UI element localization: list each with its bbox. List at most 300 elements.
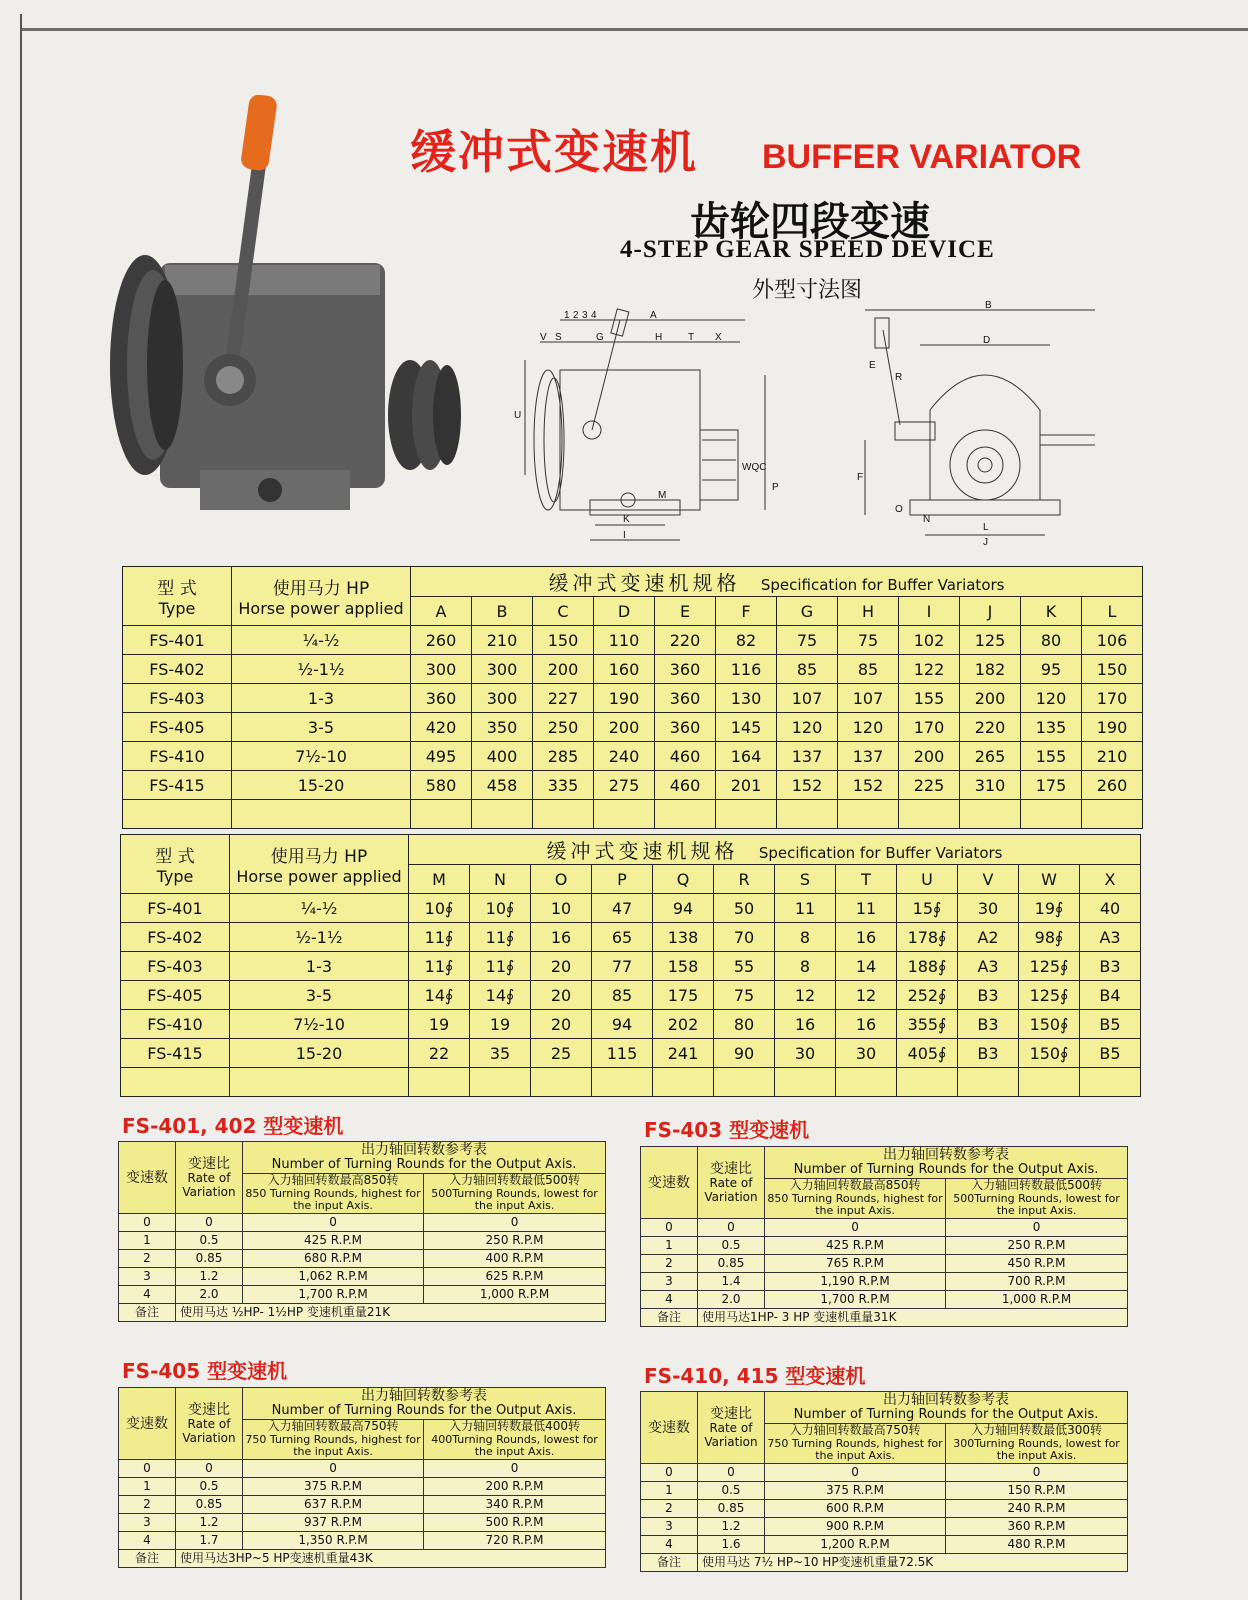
low-rpm-cell: 1,000 R.P.M xyxy=(946,1291,1128,1309)
value-cell: B5 xyxy=(1080,1010,1141,1039)
value-cell: 252∮ xyxy=(897,981,958,1010)
svg-text:K: K xyxy=(623,514,630,525)
svg-text:2: 2 xyxy=(573,310,579,321)
left-rule xyxy=(20,14,22,1600)
ref-title-fs403: FS-403 型变速机 xyxy=(644,1118,810,1142)
subtitle-english: 4-STEP GEAR SPEED DEVICE xyxy=(620,236,995,263)
svg-text:U: U xyxy=(514,410,522,421)
value-cell: 137 xyxy=(838,742,899,771)
speed-count-header: 变速数 xyxy=(641,1147,698,1219)
rate-cell: 2.0 xyxy=(176,1286,243,1304)
value-cell: 300 xyxy=(472,684,533,713)
value-cell: 107 xyxy=(777,684,838,713)
value-cell: 158 xyxy=(653,952,714,981)
type-cell: FS-403 xyxy=(123,684,232,713)
type-header: 型 式 Type xyxy=(123,567,232,626)
value-cell: 300 xyxy=(472,655,533,684)
value-cell: 155 xyxy=(899,684,960,713)
svg-text:A: A xyxy=(650,310,657,321)
type-cell: FS-410 xyxy=(121,1010,230,1039)
value-cell: 102 xyxy=(899,626,960,655)
value-cell: 460 xyxy=(655,742,716,771)
input-highest-header xyxy=(765,1424,946,1464)
low-rpm-cell: 340 R.P.M xyxy=(424,1496,606,1514)
low-rpm-cell: 500 R.P.M xyxy=(424,1514,606,1532)
value-cell: 85 xyxy=(838,655,899,684)
table-row xyxy=(123,742,1143,771)
input-high-cn: 入力轴回转数最高750转 xyxy=(789,1423,921,1438)
table-row xyxy=(121,894,1141,923)
svg-text:V: V xyxy=(540,332,547,343)
value-cell: 130 xyxy=(716,684,777,713)
note-row xyxy=(641,1554,1128,1572)
column-header-j: J xyxy=(960,597,1021,626)
input-low-cn: 入力轴回转数最低300转 xyxy=(971,1423,1102,1438)
value-cell: 15∮ xyxy=(897,894,958,923)
empty-cell xyxy=(653,1068,714,1097)
value-cell: 106 xyxy=(1082,626,1143,655)
svg-text:3: 3 xyxy=(582,310,588,321)
value-cell: 210 xyxy=(472,626,533,655)
empty-cell xyxy=(230,1068,409,1097)
value-cell: 47 xyxy=(592,894,653,923)
svg-text:WQC: WQC xyxy=(742,462,767,473)
low-rpm-cell: 400 R.P.M xyxy=(424,1250,606,1268)
high-rpm-cell: 0 xyxy=(243,1214,424,1232)
speed-cell: 2 xyxy=(641,1255,698,1273)
value-cell: 190 xyxy=(1082,713,1143,742)
value-cell: 175 xyxy=(1021,771,1082,800)
svg-text:H: H xyxy=(655,332,663,343)
horsepower-cell: 1-3 xyxy=(232,684,411,713)
column-header-x: X xyxy=(1080,865,1141,894)
rate-cell: 1.2 xyxy=(698,1518,765,1536)
output-axis-header xyxy=(243,1388,606,1420)
high-rpm-cell: 425 R.P.M xyxy=(765,1237,946,1255)
type-cell: FS-405 xyxy=(121,981,230,1010)
dimension-drawing-label: 外型寸法图 xyxy=(752,278,863,303)
speed-cell: 2 xyxy=(641,1500,698,1518)
empty-cell xyxy=(232,800,411,829)
speed-cell: 4 xyxy=(119,1532,176,1550)
low-rpm-cell: 720 R.P.M xyxy=(424,1532,606,1550)
empty-cell xyxy=(899,800,960,829)
value-cell: 155 xyxy=(1021,742,1082,771)
value-cell: 164 xyxy=(716,742,777,771)
value-cell: 50 xyxy=(714,894,775,923)
empty-row xyxy=(121,1068,1141,1097)
speed-cell: 1 xyxy=(641,1237,698,1255)
value-cell: 75 xyxy=(714,981,775,1010)
value-cell: 225 xyxy=(899,771,960,800)
product-photo xyxy=(105,95,465,525)
empty-cell xyxy=(1082,800,1143,829)
note-label: 备注 xyxy=(119,1550,176,1568)
low-rpm-cell: 480 R.P.M xyxy=(946,1536,1128,1554)
rate-cell: 0.5 xyxy=(176,1232,243,1250)
type-cell: FS-402 xyxy=(121,923,230,952)
speed-cell: 3 xyxy=(641,1518,698,1536)
speed-cell: 1 xyxy=(119,1478,176,1496)
input-lowest-header xyxy=(946,1179,1128,1219)
type-cell: FS-415 xyxy=(123,771,232,800)
table-row xyxy=(119,1532,606,1550)
output-en: Number of Turning Rounds for the Output Axis. xyxy=(271,1157,577,1173)
empty-cell xyxy=(470,1068,531,1097)
rate-cn: 变速比 xyxy=(710,1405,752,1422)
column-header-f: F xyxy=(716,597,777,626)
type-cell: FS-402 xyxy=(123,655,232,684)
svg-text:R: R xyxy=(895,372,903,383)
value-cell: B5 xyxy=(1080,1039,1141,1068)
value-cell: 8 xyxy=(775,952,836,981)
column-header-s: S xyxy=(775,865,836,894)
value-cell: 122 xyxy=(899,655,960,684)
value-cell: 241 xyxy=(653,1039,714,1068)
table-row xyxy=(123,626,1143,655)
input-high-cn: 入力轴回转数最高850转 xyxy=(789,1178,921,1193)
speed-cell: 1 xyxy=(641,1482,698,1500)
value-cell: 30 xyxy=(958,894,1019,923)
value-cell: 11∮ xyxy=(409,952,470,981)
svg-text:G: G xyxy=(596,332,604,343)
column-header-h: H xyxy=(838,597,899,626)
rate-en: Rate of Variation xyxy=(182,1416,236,1445)
svg-text:X: X xyxy=(715,332,722,343)
subtitle-chinese: 齿轮四段变速 xyxy=(690,198,930,245)
rate-cn: 变速比 xyxy=(710,1160,752,1177)
low-rpm-cell: 250 R.P.M xyxy=(946,1237,1128,1255)
column-header-b: B xyxy=(472,597,533,626)
table-row xyxy=(121,923,1141,952)
table-row xyxy=(641,1237,1128,1255)
input-low-en: 500Turning Rounds, lowest for the input Axis. xyxy=(431,1186,598,1213)
column-header-r: R xyxy=(714,865,775,894)
value-cell: 94 xyxy=(653,894,714,923)
value-cell: 85 xyxy=(592,981,653,1010)
value-cell: 20 xyxy=(531,981,592,1010)
value-cell: 360 xyxy=(655,684,716,713)
high-rpm-cell: 375 R.P.M xyxy=(243,1478,424,1496)
empty-cell xyxy=(472,800,533,829)
value-cell: 138 xyxy=(653,923,714,952)
rpm-table-fs401-402 xyxy=(118,1141,606,1322)
rate-cell: 0.85 xyxy=(176,1496,243,1514)
value-cell: B3 xyxy=(958,1039,1019,1068)
svg-text:N: N xyxy=(923,514,931,525)
input-low-cn: 入力轴回转数最低500转 xyxy=(971,1178,1102,1193)
speed-cell: 0 xyxy=(641,1464,698,1482)
value-cell: 120 xyxy=(838,713,899,742)
note-label: 备注 xyxy=(119,1304,176,1322)
column-header-a: A xyxy=(411,597,472,626)
svg-text:L: L xyxy=(983,522,989,533)
table-row xyxy=(119,1268,606,1286)
speed-cell: 3 xyxy=(119,1268,176,1286)
value-cell: 400 xyxy=(472,742,533,771)
empty-cell xyxy=(838,800,899,829)
output-en: Number of Turning Rounds for the Output Axis. xyxy=(793,1162,1099,1178)
column-header-c: C xyxy=(533,597,594,626)
column-header-l: L xyxy=(1082,597,1143,626)
value-cell: B4 xyxy=(1080,981,1141,1010)
horsepower-cell: 15-20 xyxy=(230,1039,409,1068)
value-cell: 495 xyxy=(411,742,472,771)
high-rpm-cell: 0 xyxy=(765,1464,946,1482)
table-row xyxy=(641,1219,1128,1237)
svg-text:B: B xyxy=(985,300,992,311)
output-cn: 出力轴回转数参考表 xyxy=(361,1388,487,1404)
low-rpm-cell: 450 R.P.M xyxy=(946,1255,1128,1273)
empty-cell xyxy=(777,800,838,829)
input-lowest-header xyxy=(424,1420,606,1460)
value-cell: 19∮ xyxy=(1019,894,1080,923)
rate-cell: 1.6 xyxy=(698,1536,765,1554)
speed-cell: 4 xyxy=(119,1286,176,1304)
low-rpm-cell: 625 R.P.M xyxy=(424,1268,606,1286)
empty-cell xyxy=(121,1068,230,1097)
value-cell: 12 xyxy=(836,981,897,1010)
high-rpm-cell: 600 R.P.M xyxy=(765,1500,946,1518)
empty-cell xyxy=(594,800,655,829)
column-header-v: V xyxy=(958,865,1019,894)
table-row xyxy=(641,1273,1128,1291)
table-row xyxy=(121,1039,1141,1068)
value-cell: 170 xyxy=(899,713,960,742)
table-row xyxy=(121,981,1141,1010)
svg-text:S: S xyxy=(555,332,562,343)
high-rpm-cell: 1,700 R.P.M xyxy=(765,1291,946,1309)
value-cell: 65 xyxy=(592,923,653,952)
note-text: 使用马达 ½HP- 1½HP 变速机重量21K xyxy=(176,1304,606,1322)
type-header: 型 式 Type xyxy=(121,835,230,894)
output-cn: 出力轴回转数参考表 xyxy=(883,1392,1009,1408)
value-cell: 30 xyxy=(775,1039,836,1068)
value-cell: 260 xyxy=(411,626,472,655)
rate-of-variation-header xyxy=(176,1142,243,1214)
value-cell: 200 xyxy=(899,742,960,771)
value-cell: 14∮ xyxy=(409,981,470,1010)
high-rpm-cell: 0 xyxy=(765,1219,946,1237)
value-cell: 250 xyxy=(533,713,594,742)
value-cell: 22 xyxy=(409,1039,470,1068)
rpm-table-fs403 xyxy=(640,1146,1128,1327)
high-rpm-cell: 637 R.P.M xyxy=(243,1496,424,1514)
rate-cell: 0 xyxy=(176,1460,243,1478)
svg-text:I: I xyxy=(623,530,626,541)
column-header-u: U xyxy=(897,865,958,894)
table-row xyxy=(119,1286,606,1304)
value-cell: 460 xyxy=(655,771,716,800)
side-dimension-diagram xyxy=(510,300,800,560)
value-cell: 12 xyxy=(775,981,836,1010)
empty-cell xyxy=(1019,1068,1080,1097)
value-cell: 95 xyxy=(1021,655,1082,684)
output-cn: 出力轴回转数参考表 xyxy=(883,1147,1009,1163)
speed-cell: 0 xyxy=(119,1460,176,1478)
high-rpm-cell: 937 R.P.M xyxy=(243,1514,424,1532)
table-row xyxy=(641,1482,1128,1500)
value-cell: 125 xyxy=(960,626,1021,655)
input-high-cn: 入力轴回转数最高750转 xyxy=(267,1419,399,1434)
value-cell: 70 xyxy=(714,923,775,952)
rate-cell: 0 xyxy=(698,1464,765,1482)
value-cell: 201 xyxy=(716,771,777,800)
value-cell: 14 xyxy=(836,952,897,981)
low-rpm-cell: 0 xyxy=(946,1464,1128,1482)
speed-cell: 3 xyxy=(641,1273,698,1291)
input-highest-header xyxy=(243,1174,424,1214)
rate-cell: 0 xyxy=(698,1219,765,1237)
value-cell: 350 xyxy=(472,713,533,742)
input-low-cn: 入力轴回转数最低400转 xyxy=(449,1419,580,1434)
front-dimension-diagram xyxy=(855,300,1125,560)
low-rpm-cell: 250 R.P.M xyxy=(424,1232,606,1250)
value-cell: A3 xyxy=(958,952,1019,981)
value-cell: 152 xyxy=(838,771,899,800)
value-cell: 19 xyxy=(470,1010,531,1039)
value-cell: 11∮ xyxy=(409,923,470,952)
rate-cell: 0.85 xyxy=(698,1500,765,1518)
column-header-w: W xyxy=(1019,865,1080,894)
column-header-n: N xyxy=(470,865,531,894)
note-text: 使用马达 7½ HP~10 HP变速机重量72.5K xyxy=(698,1554,1128,1572)
note-label: 备注 xyxy=(641,1554,698,1572)
table-row xyxy=(123,771,1143,800)
rate-of-variation-header xyxy=(698,1392,765,1464)
value-cell: 150 xyxy=(1082,655,1143,684)
empty-cell xyxy=(775,1068,836,1097)
empty-cell xyxy=(592,1068,653,1097)
value-cell: 40 xyxy=(1080,894,1141,923)
column-header-d: D xyxy=(594,597,655,626)
value-cell: 120 xyxy=(1021,684,1082,713)
horsepower-cell: 15-20 xyxy=(232,771,411,800)
note-label: 备注 xyxy=(641,1309,698,1327)
value-cell: 10 xyxy=(531,894,592,923)
empty-cell xyxy=(714,1068,775,1097)
value-cell: 80 xyxy=(714,1010,775,1039)
input-highest-header xyxy=(765,1179,946,1219)
speed-cell: 0 xyxy=(119,1214,176,1232)
value-cell: 20 xyxy=(531,1010,592,1039)
value-cell: 11 xyxy=(836,894,897,923)
table-row xyxy=(119,1214,606,1232)
value-cell: 82 xyxy=(716,626,777,655)
value-cell: 220 xyxy=(655,626,716,655)
horsepower-cell: 3-5 xyxy=(232,713,411,742)
speed-cell: 4 xyxy=(641,1536,698,1554)
value-cell: 115 xyxy=(592,1039,653,1068)
speed-cell: 1 xyxy=(119,1232,176,1250)
input-high-en: 850 Turning Rounds, highest for the input Axis. xyxy=(767,1191,943,1218)
value-cell: 75 xyxy=(838,626,899,655)
value-cell: 310 xyxy=(960,771,1021,800)
value-cell: 30 xyxy=(836,1039,897,1068)
value-cell: 16 xyxy=(836,923,897,952)
column-header-g: G xyxy=(777,597,838,626)
input-low-en: 500Turning Rounds, lowest for the input Axis. xyxy=(953,1191,1120,1218)
value-cell: 25 xyxy=(531,1039,592,1068)
type-cell: FS-410 xyxy=(123,742,232,771)
value-cell: 110 xyxy=(594,626,655,655)
horsepower-cell: ½-1½ xyxy=(230,923,409,952)
value-cell: 265 xyxy=(960,742,1021,771)
empty-cell xyxy=(958,1068,1019,1097)
low-rpm-cell: 150 R.P.M xyxy=(946,1482,1128,1500)
specification-header: 缓冲式变速机规格 Specification for Buffer Variators xyxy=(411,567,1143,597)
horsepower-cell: ¼-½ xyxy=(230,894,409,923)
value-cell: 11∮ xyxy=(470,952,531,981)
table-row xyxy=(123,655,1143,684)
table-row xyxy=(123,713,1143,742)
value-cell: 55 xyxy=(714,952,775,981)
value-cell: 77 xyxy=(592,952,653,981)
rate-cell: 0 xyxy=(176,1214,243,1232)
table-row xyxy=(119,1514,606,1532)
value-cell: 107 xyxy=(838,684,899,713)
column-header-e: E xyxy=(655,597,716,626)
value-cell: 355∮ xyxy=(897,1010,958,1039)
ref-title-fs401-402: FS-401, 402 型变速机 xyxy=(122,1114,344,1138)
value-cell: 120 xyxy=(777,713,838,742)
value-cell: 200 xyxy=(960,684,1021,713)
value-cell: 188∮ xyxy=(897,952,958,981)
empty-cell xyxy=(960,800,1021,829)
value-cell: 16 xyxy=(775,1010,836,1039)
label-1: 1 xyxy=(564,310,570,321)
svg-text:E: E xyxy=(869,360,876,371)
value-cell: 16 xyxy=(531,923,592,952)
table-row xyxy=(641,1500,1128,1518)
value-cell: 10∮ xyxy=(409,894,470,923)
rate-cell: 0.85 xyxy=(698,1255,765,1273)
empty-cell xyxy=(1080,1068,1141,1097)
value-cell: 152 xyxy=(777,771,838,800)
value-cell: 275 xyxy=(594,771,655,800)
rate-cell: 1.2 xyxy=(176,1514,243,1532)
value-cell: B3 xyxy=(958,981,1019,1010)
value-cell: 285 xyxy=(533,742,594,771)
value-cell: 210 xyxy=(1082,742,1143,771)
empty-cell xyxy=(1021,800,1082,829)
rate-of-variation-header xyxy=(698,1147,765,1219)
column-header-t: T xyxy=(836,865,897,894)
title-english: BUFFER VARIATOR xyxy=(762,138,1082,176)
svg-text:F: F xyxy=(857,472,864,483)
value-cell: 8 xyxy=(775,923,836,952)
value-cell: 360 xyxy=(411,684,472,713)
value-cell: 178∮ xyxy=(897,923,958,952)
output-axis-header xyxy=(243,1142,606,1174)
value-cell: 125∮ xyxy=(1019,952,1080,981)
speed-count-header: 变速数 xyxy=(119,1388,176,1460)
horsepower-header: 使用马力 HP Horse power applied xyxy=(230,835,409,894)
rate-cell: 1.7 xyxy=(176,1532,243,1550)
high-rpm-cell: 0 xyxy=(243,1460,424,1478)
empty-cell xyxy=(716,800,777,829)
input-high-en: 750 Turning Rounds, highest for the input Axis. xyxy=(245,1432,421,1459)
rate-en: Rate of Variation xyxy=(704,1420,758,1449)
rate-cell: 1.2 xyxy=(176,1268,243,1286)
empty-cell xyxy=(409,1068,470,1097)
value-cell: 175 xyxy=(653,981,714,1010)
table-row xyxy=(641,1291,1128,1309)
value-cell: 11∮ xyxy=(470,923,531,952)
speed-cell: 2 xyxy=(119,1250,176,1268)
rate-en: Rate of Variation xyxy=(182,1170,236,1199)
empty-row xyxy=(123,800,1143,829)
